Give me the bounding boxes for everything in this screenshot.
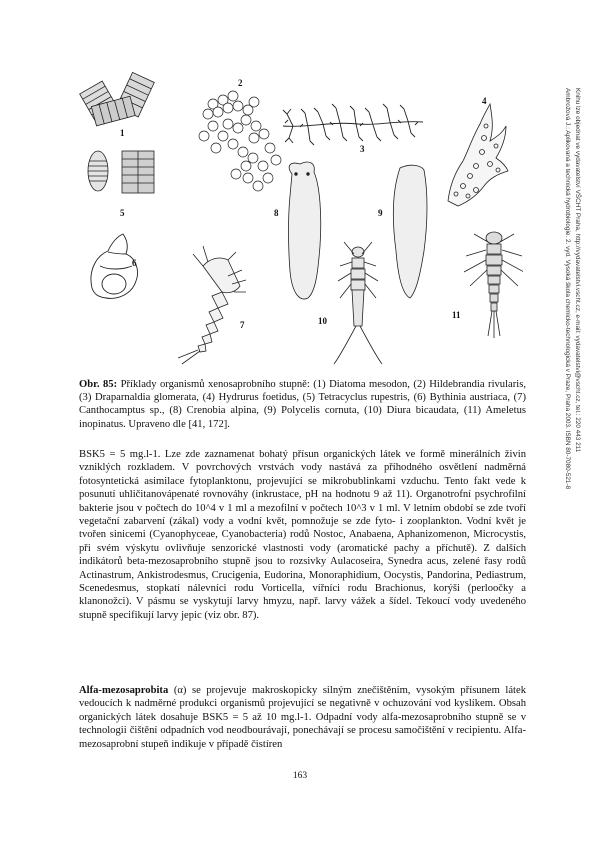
figure-label-2: 2 [238,78,243,88]
tetracyclus-rupestris-illustration [88,151,154,193]
figure-label-11: 11 [452,310,461,320]
figure-label-7: 7 [240,320,245,330]
ameletus-inopinatus-illustration [464,232,523,338]
side-citation-svg [560,88,582,588]
organism-illustrations [78,66,523,366]
figure-label-8: 8 [274,208,279,218]
figure-label-5: 5 [120,208,125,218]
paragraph-alpha-mesosaprobity [79,684,526,751]
polycelis-cornuta-illustration [393,165,427,298]
caption-text: Příklady organismů xenosaprobního stupně: (1) Diatoma mesodon, (2) Hildebrandia rivularis, (3) Draparnaldia glomerata, (4) Hydrurus foetidus, (5) Tetracyclus rupestris, (6) Bythinia austriaca, (7) Canthocamptus sp., (8) Crenobia alpina, (9) Polycelis cornuta, (10) Diura bicaudata, (11) Ameletus inopinatus. Upraveno dle [41, 172]. [79,379,526,430]
crenobia-alpina-illustration [289,162,321,299]
side-citation-line-2: Knihu lze objednat ve vydavatelství VŠCHT Praha, http://vydavatelstvi.vscht.cz, e-mail: vydavatelstvi@vscht.cz, tel.: 220 443 211 [574,88,581,453]
alpha-mesosaprobity-term: Alfa-mezosaprobita [79,685,169,696]
alpha-mesosaprobity-text: (α) se projevuje makroskopicky silným znečištěním, vysokým přísunem látek vedoucích k nadměrné produkci organismů projevující se negativně v ochuzování vod kyslíkem. Obsah organických látek dosahuje BSK5 = 5 až 10 mg.l-1. Odpadní vody alfa-mezosaprobního stupně se v technologii čištění odpadních vod neodbourávají, ponechávají se procesu samočištění v recipientu. Alfa-mezosaprobní stupeň indikuje v případě čistíren [79,685,526,750]
figure-label-9: 9 [378,208,383,218]
page-number: 163 [292,771,308,781]
diatoma-mesodon-illustration [80,72,155,126]
figure-label-3: 3 [360,144,365,154]
hydrurus-foetidus-illustration [448,104,508,206]
side-citation [560,88,582,588]
hildebrandia-rivularis-illustration [199,91,281,191]
figure-label-6: 6 [132,258,137,268]
figure-85 [78,66,523,366]
figure-label-10: 10 [318,316,327,326]
diura-bicaudata-illustration [334,242,382,364]
caption-label: Obr. 85: [79,379,118,390]
figure-caption [79,378,526,431]
side-citation-line-1: Ambrožová J.: Aplikovaná a technická hydrobiologie. 2. vyd. Vysoká škola chemicko-technologická v Praze, Praha 2003. ISBN 80-7080-521-8 [564,88,571,490]
paragraph-beta-mesosaprobity: BSK5 = 5 mg.l-1. Lze zde zaznamenat bohatý přísun organických látek ve formě minerálních živin vzniklých rozkladem. V povrchových vrstvách vody nastává za příhodného osvětlení nadměrná fotosyntetická asimilace fytoplanktonu, projevující se mikrobublinkami vzduchu. Tento fakt vede k posunutí uhličitanovápenaté rovnováhy (inkrustace, pH na hodnotu 9 až 11). Organotrofní psychrofilní bakterie jsou v počtech do 10^4 v 1 ml a mezofilní v počtech 10^3 v 1 ml. V letním období se zde tvoří vegetační zabarvení (zákal) vody a vodní květ, pomnožuje se zde fyto- i zooplankton. Vodní květ je tvořen sinicemi (Cyanophyceae, Cyanobacteria) rodů Nostoc, Anabaena, Aphanizomenon, Microcystis, při svém výskytu ovlivňuje senzorické vlastnosti vody (aromatické pachy a příchutě). Z dalších indikátorů beta-mezosaprobního stupně jsou to rozsivky Aulacoseira, Synedra acus, zelené řasy rodů Actinastrum, Ankistrodesmus, Crucigenia, Eudorina, Monoraphidium, Oocystis, Pandorina, Pediastrum, Scenedesmus, stopkatí nálevníci rodu Vorticella, vířníci rodu Brachionus, korýši (perloočky a klanonožci). V pásmu se vyskytují larvy hmyzu, např. larvy vážek a šídel. Tekoucí vody uvedeného stupně specifikují larvy jepic (viz obr. 87). [79,449,526,621]
draparnaldia-glomerata-illustration [283,104,423,145]
figure-label-4: 4 [482,96,487,106]
canthocamptus-illustration [178,246,246,364]
figure-label-1: 1 [120,128,125,138]
bythinia-austriaca-illustration [91,234,138,298]
